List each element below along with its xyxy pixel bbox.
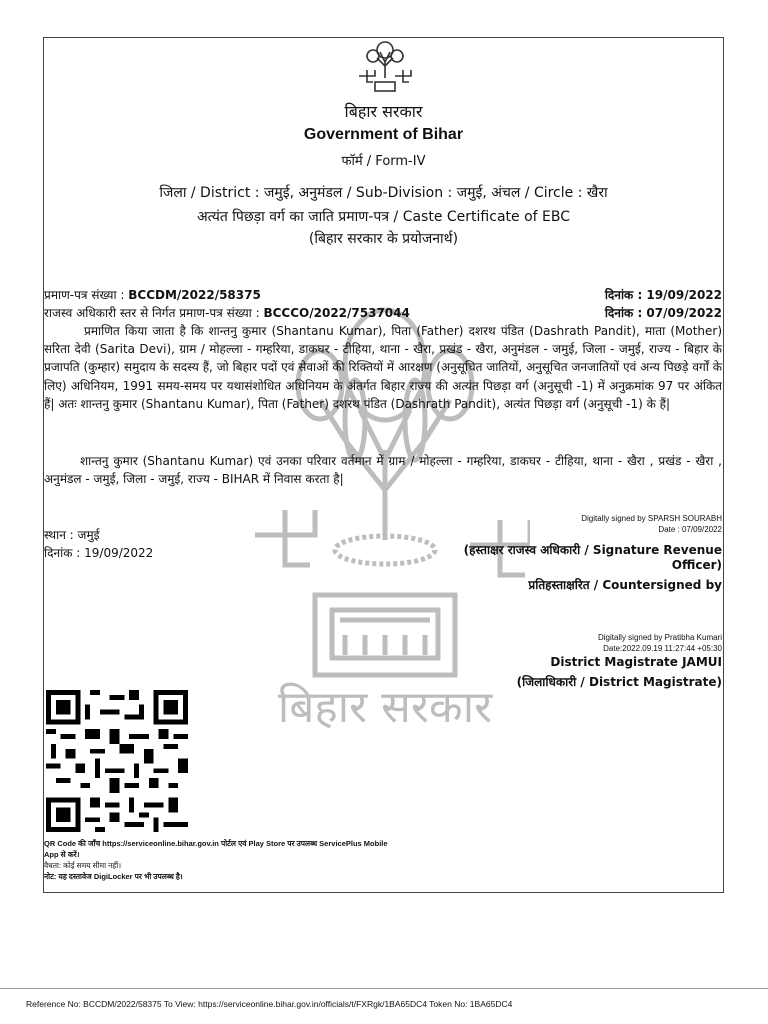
countersigned-by: प्रतिहस्ताक्षरित / Countersigned by [528, 578, 722, 592]
qr-note-1: QR Code की जाँच https://serviceonline.bihar.gov.in पोर्टल एवं Play Store पर उपलब्ध ServicePlus Mobile [44, 839, 388, 848]
certificate-title: अत्यंत पिछड़ा वर्ग का जाति प्रमाण-पत्र / Caste Certificate of EBC [196, 209, 570, 225]
digital-signature-2: Digitally signed by Pratibha Kumari [597, 633, 722, 642]
certificate-body-paragraph-1: प्रमाणित किया जाता है कि शान्तनु कुमार (Shantanu Kumar), पिता (Father) दशरथ पंडित (Dashrath Pandit), माता (Mother) सरिता देवी (Sarita Devi), ग्राम / मोहल्ला - गम्हरिया, डाकघर - टीहिया, थाना - खैरा, प्रखंड - खैरा, अनुमंडल - जमुई, जिला - जमुई, राज्य - बिहार के प्रजापति (कुम्हार) समुदाय के सदस्य हैं, जो बिहार पदों एवं सेवाओं की रिक्तियों में आरक्षण (अनुसूचित जातियों, अनुसूचित जनजातियों एवं अन्य पिछड़े वर्गों के लिए) अधिनियम, 1991 समय-समय पर यथासंशोधित अधिनियम के अंतर्गत बिहार राज्य की अत्यंत पिछड़ा वर्ग (अनुसूची -1) में अनुक्रमांक 97 पर अंकित हैं| अतः शान्तनु कुमार (Shantanu Kumar), पिता (Father) दशरथ पंडित (Dashrath Pandit), अत्यंत पिछड़ा वर्ग (अनुसूची -1) के हैं| [44, 324, 722, 411]
certificate-number-label: प्रमाण-पत्र संख्या : [44, 288, 129, 302]
footer-divider [0, 988, 768, 989]
qr-note-4: नोट: यह दस्तावेज DigiLocker पर भी उपलब्ध है। [44, 872, 183, 881]
certificate-body-paragraph-2: शान्तनु कुमार (Shantanu Kumar) एवं उनका परिवार वर्तमान में ग्राम / मोहल्ला - गम्हरिया, डाकघर - टीहिया, थाना - खैरा , प्रखंड - खैरा , अनुमंडल - जमुई, जिला - जमुई, राज्य - BIHAR में निवास करता है| [44, 454, 722, 487]
title-english: Government of Bihar [303, 126, 464, 143]
certificate-number-row [44, 286, 261, 303]
revenue-number: BCCCO/2022/7537044 [263, 306, 410, 320]
digital-signature-2-date: Date:2022.09.19 11:27:44 +05:30 [603, 644, 722, 653]
district-magistrate-title: District Magistrate JAMUI [550, 655, 722, 669]
form-number: फॉर्म / Form-IV [341, 154, 426, 169]
qr-note-2: App से करें। [44, 850, 80, 859]
digital-signature-1-date: Date : 07/09/2022 [658, 525, 722, 534]
qr-notes [44, 838, 388, 882]
title-hindi: बिहार सरकार [344, 102, 423, 121]
qr-note-3: वैधता: कोई समय सीमा नहीं। [44, 861, 122, 870]
bihar-emblem-logo [355, 40, 415, 96]
revenue-date: दिनांक : 07/09/2022 [604, 306, 722, 320]
place: स्थान : जमुई [44, 528, 100, 542]
revenue-number-row [44, 304, 410, 321]
signature-revenue-officer-line2: Officer) [671, 558, 722, 572]
certificate-number: BCCDM/2022/58375 [128, 288, 261, 302]
certificate-date: दिनांक : 19/09/2022 [604, 288, 722, 302]
issue-date: दिनांक : 19/09/2022 [44, 546, 154, 560]
signature-revenue-officer: (हस्ताक्षर राजस्व अधिकारी / Signature Revenue [463, 543, 722, 557]
digital-signature-1: Digitally signed by SPARSH SOURABH [581, 514, 722, 523]
certificate-purpose: (बिहार सरकार के प्रयोजनार्थ) [308, 231, 459, 247]
district-magistrate-title-hindi: (जिलाधिकारी / District Magistrate) [516, 675, 722, 689]
watermark-text: बिहार सरकार [277, 682, 493, 733]
footer-reference: Reference No: BCCDM/2022/58375 To View: https://serviceonline.bihar.gov.in/officials/t/FXRgk/1BA65DC4 Token No: 1BA65DC4 [26, 999, 513, 1009]
revenue-number-label: राजस्व अधिकारी स्तर से निर्गत प्रमाण-पत्र संख्या : [44, 306, 264, 320]
qr-code [46, 690, 188, 832]
district-line: जिला / District : जमुई, अनुमंडल / Sub-Division : जमुई, अंचल / Circle : खैरा [159, 185, 608, 201]
